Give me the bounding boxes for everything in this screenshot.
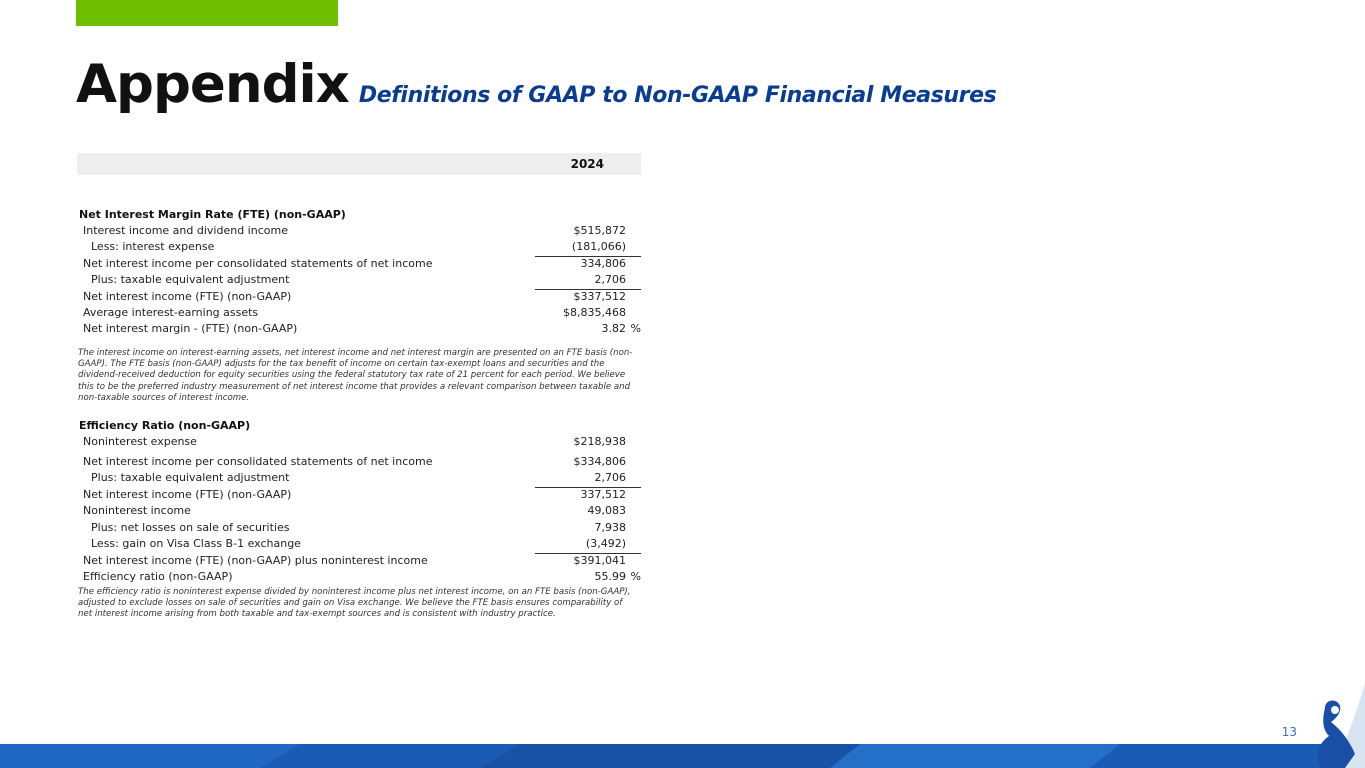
row-value: $8,835,468: [563, 306, 626, 319]
row-label: Net interest income per consolidated statements of net income: [83, 257, 433, 270]
table-row: [77, 290, 641, 305]
row-label: Interest income and dividend income: [83, 224, 288, 237]
row-value: 337,512: [580, 488, 626, 501]
table-header: [77, 153, 641, 175]
row-label: Average interest-earning assets: [83, 306, 259, 319]
row-value: 49,083: [587, 504, 626, 517]
row-value: 3.82: [601, 322, 626, 335]
row-value: (3,492): [585, 537, 626, 550]
row-label: Plus: taxable equivalent adjustment: [91, 471, 290, 484]
row-label: Noninterest income: [83, 504, 191, 517]
table-row: [77, 257, 641, 272]
page-title: Appendix: [76, 54, 349, 115]
row-label: Net interest income (FTE) (non-GAAP): [83, 290, 292, 303]
row-label: Less: gain on Visa Class B-1 exchange: [91, 537, 301, 550]
nim-footnote: The interest income on interest-earning assets, net interest income and net interest margin are presented on an FTE basis (non-GAAP). The FTE basis (non-GAAP) adjusts for the tax benefit of income on certain tax-exempt loans and securities and the dividend-received deduction for equity securities using the federal statutory tax rate of 21 percent for each period. We believe this to be the preferred industry measurement of net interest income that provides a relevant comparison between taxable and non-taxable sources of interest income.: [78, 348, 633, 403]
efficiency-section-title: Efficiency Ratio (non-GAAP): [79, 419, 251, 432]
table-row: [77, 322, 641, 337]
table-row: [77, 240, 641, 255]
row-label: Noninterest expense: [83, 435, 197, 448]
table-row: [77, 273, 641, 288]
table-row: [77, 455, 641, 470]
percent-sign: %: [630, 570, 641, 583]
year-column-header: 2024: [570, 157, 604, 171]
title-row: [76, 54, 996, 114]
row-label: Less: interest expense: [91, 240, 215, 253]
page-subtitle: Definitions of GAAP to Non-GAAP Financial Measures: [358, 83, 997, 108]
table-row: [77, 504, 641, 519]
row-value: $334,806: [573, 455, 626, 468]
row-value: (181,066): [571, 240, 626, 253]
table-row: [77, 537, 641, 552]
table-row: [77, 488, 641, 503]
table-row: [77, 570, 641, 585]
row-label: Efficiency ratio (non-GAAP): [83, 570, 233, 583]
row-label: Plus: net losses on sale of securities: [91, 521, 290, 534]
row-value: 55.99: [594, 570, 626, 583]
row-label: Net interest income (FTE) (non-GAAP) plus noninterest income: [83, 554, 428, 567]
nim-section-title: Net Interest Margin Rate (FTE) (non-GAAP): [79, 208, 346, 221]
table-row: [77, 521, 641, 536]
table-row: [77, 224, 641, 239]
efficiency-footnote: The efficiency ratio is noninterest expense divided by noninterest income plus net interest income, on an FTE basis (non-GAAP), adjusted to exclude losses on sale of securities and gain on Visa exchange. We believe the FTE basis ensures comparability of net interest income arising from both taxable and tax-exempt sources and is consistent with industry practice.: [78, 587, 631, 620]
financial-table: [77, 153, 641, 620]
row-label: Net interest margin - (FTE) (non-GAAP): [83, 322, 298, 335]
page-number: 13: [1281, 725, 1297, 739]
row-value: 7,938: [594, 521, 626, 534]
table-row: [77, 435, 641, 450]
bottom-band: [0, 744, 1365, 768]
row-value: $218,938: [573, 435, 626, 448]
table-row: [77, 471, 641, 486]
row-label: Net interest income per consolidated statements of net income: [83, 455, 433, 468]
row-label: Plus: taxable equivalent adjustment: [91, 273, 290, 286]
row-value: 2,706: [594, 273, 626, 286]
table-row: [77, 554, 641, 569]
row-value: $391,041: [573, 554, 626, 567]
ampersand-logo-icon: [1295, 678, 1365, 768]
table-row: [77, 306, 641, 321]
accent-bar: [76, 0, 338, 26]
row-value: 2,706: [594, 471, 626, 484]
row-label: Net interest income (FTE) (non-GAAP): [83, 488, 292, 501]
row-value: $337,512: [573, 290, 626, 303]
percent-sign: %: [630, 322, 641, 335]
row-value: 334,806: [580, 257, 626, 270]
row-value: $515,872: [573, 224, 626, 237]
